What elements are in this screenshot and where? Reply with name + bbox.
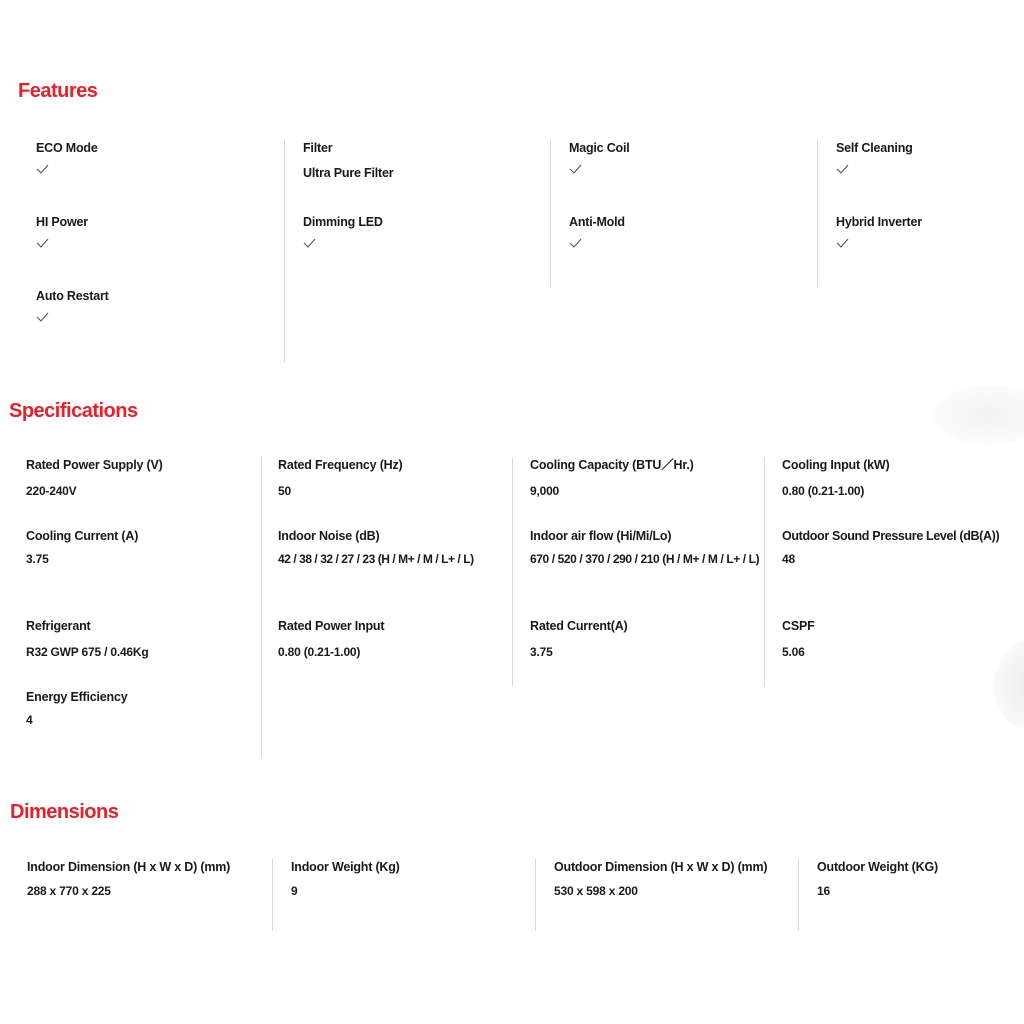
spec-label: Outdoor Sound Pressure Level (dB(A))	[782, 529, 1000, 543]
dim-label: Outdoor Weight (KG)	[817, 860, 938, 874]
feature-label: HI Power	[36, 215, 88, 229]
dimensions-title: Dimensions	[10, 801, 119, 823]
feature-label: Dimming LED	[303, 215, 383, 229]
dims-col-2	[272, 859, 522, 931]
spec-label: Rated Current(A)	[530, 619, 628, 633]
feature-label: Hybrid Inverter	[836, 215, 922, 229]
check-icon	[569, 164, 582, 174]
dim-value: 288 x 770 x 225	[27, 884, 111, 898]
spec-value: 0.80 (0.21-1.00)	[278, 645, 361, 659]
feature-magic-coil	[569, 140, 780, 174]
dim-indoor-weight	[291, 859, 522, 902]
spec-value: 42 / 38 / 32 / 27 / 23 (H / M+ / M / L+ / L)	[278, 552, 474, 566]
spec-energy-efficiency	[26, 689, 256, 731]
feature-label: Anti-Mold	[569, 215, 625, 229]
spec-rated-power-supply	[26, 457, 256, 502]
spec-label: Rated Frequency (Hz)	[278, 458, 403, 472]
spec-label: Rated Power Supply (V)	[26, 458, 163, 472]
feature-label: Filter	[303, 141, 333, 155]
features-col-1	[36, 140, 266, 362]
specs-col-4	[764, 457, 1014, 687]
dims-col-1	[27, 859, 267, 931]
spec-cooling-current	[26, 528, 256, 570]
spec-value: 220-240V	[26, 484, 77, 498]
spec-rated-power-input	[278, 618, 496, 663]
dim-outdoor-dimension	[554, 859, 785, 902]
features-col-2	[284, 140, 514, 362]
spec-value: 48	[782, 552, 795, 566]
dim-value: 530 x 598 x 200	[554, 884, 638, 898]
spec-value: 5.06	[782, 645, 805, 659]
dims-col-3	[535, 859, 785, 931]
features-col-3	[550, 140, 780, 287]
feature-label: ECO Mode	[36, 141, 98, 155]
specs-col-1	[26, 457, 256, 757]
spec-value: 50	[278, 484, 291, 498]
spec-rated-frequency	[278, 457, 496, 502]
specs-col-2	[261, 457, 496, 757]
dim-value: 9	[291, 884, 298, 898]
spec-rated-current	[530, 618, 752, 663]
specs-col-3	[512, 457, 760, 687]
check-icon	[36, 238, 49, 248]
spec-label: Indoor air flow (Hi/Mi/Lo)	[530, 529, 672, 543]
spec-value: 670 / 520 / 370 / 290 / 210 (H / M+ / M / L+ / L)	[530, 552, 760, 566]
spec-cooling-input	[782, 457, 1014, 502]
specifications-title: Specifications	[9, 400, 138, 422]
feature-filter	[303, 140, 514, 181]
features-title: Features	[18, 80, 98, 102]
dim-indoor-dimension	[27, 859, 267, 902]
dim-outdoor-weight	[817, 859, 1008, 902]
check-icon	[36, 164, 49, 174]
check-icon	[836, 164, 849, 174]
spec-value: 4	[26, 713, 33, 727]
features-col-4	[817, 140, 1007, 287]
dims-col-4	[798, 859, 1008, 931]
dim-value: 16	[817, 884, 830, 898]
dim-label: Indoor Dimension (H x W x D) (mm)	[27, 860, 231, 874]
feature-anti-mold	[569, 214, 780, 248]
spec-label: Rated Power Input	[278, 619, 385, 633]
feature-dimming-led	[303, 214, 514, 248]
feature-auto-restart	[36, 288, 266, 322]
spec-indoor-noise	[278, 528, 496, 570]
spec-label: CSPF	[782, 619, 815, 633]
feature-hybrid-inverter	[836, 214, 1007, 248]
spec-label: Energy Efficiency	[26, 690, 128, 704]
spec-value: 9,000	[530, 484, 560, 498]
feature-label: Magic Coil	[569, 141, 630, 155]
dim-label: Indoor Weight (Kg)	[291, 860, 400, 874]
spec-label: Indoor Noise (dB)	[278, 529, 380, 543]
edge-shadow-top	[934, 385, 1024, 445]
feature-value: Ultra Pure Filter	[303, 166, 394, 180]
spec-cspf	[782, 618, 1014, 663]
spec-label: Cooling Current (A)	[26, 529, 139, 543]
feature-self-cleaning	[836, 140, 1007, 174]
check-icon	[303, 238, 316, 248]
check-icon	[569, 238, 582, 248]
spec-label: Cooling Input (kW)	[782, 458, 890, 472]
feature-label: Auto Restart	[36, 289, 109, 303]
spec-value: R32 GWP 675 / 0.46Kg	[26, 645, 149, 659]
spec-value: 0.80 (0.21-1.00)	[782, 484, 865, 498]
feature-label: Self Cleaning	[836, 141, 913, 155]
check-icon	[36, 312, 49, 322]
dim-label: Outdoor Dimension (H x W x D) (mm)	[554, 860, 768, 874]
spec-indoor-air-flow	[530, 528, 762, 570]
spec-outdoor-sound-pressure	[782, 528, 1014, 570]
feature-eco-mode	[36, 140, 266, 174]
check-icon	[836, 238, 849, 248]
spec-value: 3.75	[530, 645, 553, 659]
feature-hi-power	[36, 214, 266, 248]
spec-label: Refrigerant	[26, 619, 91, 633]
spec-value: 3.75	[26, 552, 49, 566]
spec-label: Cooling Capacity (BTU／Hr.)	[530, 458, 694, 472]
spec-cooling-capacity	[530, 457, 752, 502]
spec-refrigerant	[26, 618, 256, 663]
